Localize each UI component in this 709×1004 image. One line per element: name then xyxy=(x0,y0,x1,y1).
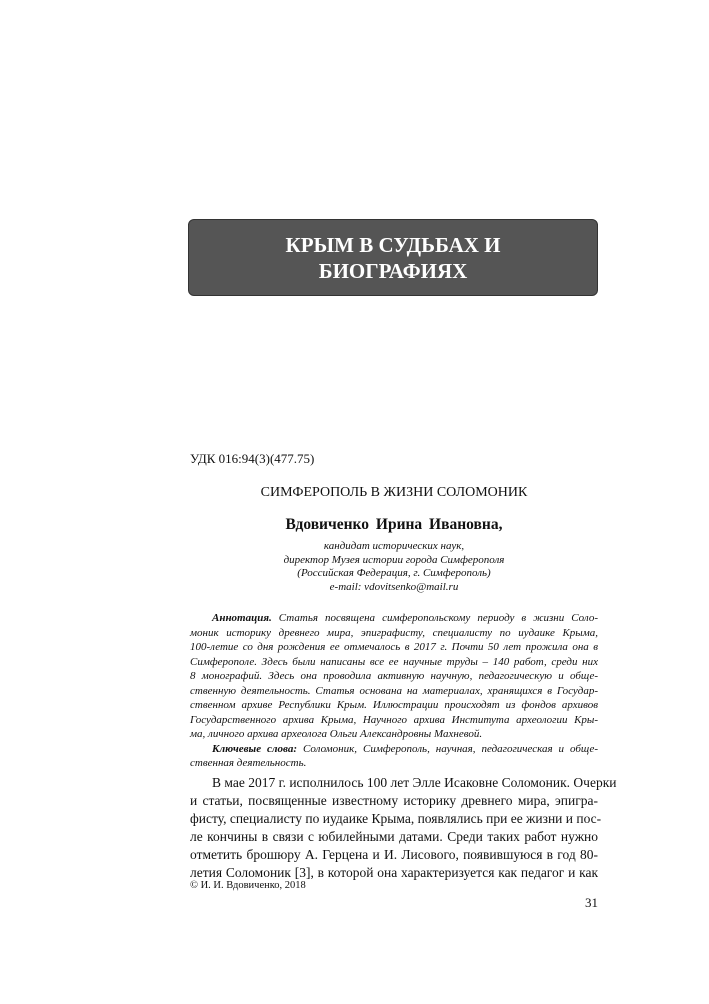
section-banner xyxy=(188,219,598,296)
abstract-line: ма, личного архива археолога Ольги Александровны Махневой. xyxy=(190,728,483,740)
body-line: отметить брошюру А. Герцена и И. Лисового, появившуюся в год 80- xyxy=(190,847,598,862)
abstract-line: 8 монографий. Здесь она проводила активную научную, педагогическую и обще- xyxy=(190,670,598,682)
abstract-line: моник историку древнего мира, эпиграфисту, специалисту по иудаике Крыма, xyxy=(190,626,598,639)
affiliation-degree: кандидат исторических наук, xyxy=(323,540,465,552)
affiliation-email: e-mail: vdovitsenko@mail.ru xyxy=(329,580,459,593)
abstract-line: 100-летие со дня рождения ее отмечалось в 2017 г. Почти 50 лет прожила она в xyxy=(190,641,598,653)
abstract-line: Аннотация. Статья посвящена симферопольскому периоду в жизни Соло- xyxy=(212,612,598,624)
keywords-label: Ключевые слова: xyxy=(212,742,298,755)
keywords-line: ственная деятельность. xyxy=(190,757,307,769)
author-affiliation xyxy=(190,540,598,594)
affiliation-location: (Российская Федерация, г. Симферополь) xyxy=(297,567,491,579)
page-number: 31 xyxy=(585,895,598,910)
copyright-footnote: © И. И. Вдовиченко, 2018 xyxy=(190,880,306,891)
banner-line-1: КРЫМ В СУДЬБАХ И xyxy=(285,233,501,257)
author-name: Вдовиченко Ирина Ивановна, xyxy=(285,516,503,533)
abstract-label: Аннотация. xyxy=(212,612,272,624)
keywords-line: Ключевые слова: Соломоник, Симферополь, научная, педагогическая и обще- xyxy=(212,742,598,755)
body-text xyxy=(190,774,617,882)
article-title: СИМФЕРОПОЛЬ В ЖИЗНИ СОЛОМОНИК xyxy=(260,485,528,500)
body-line: ле кончины в связи с юбилейными датами. Среди таких работ нужно xyxy=(190,829,598,844)
body-line: В мае 2017 г. исполнилось 100 лет Элле Исаковне Соломоник. Очерки xyxy=(212,775,617,790)
abstract-line: ственную деятельность. Статья основана на материалах, хранящихся в Государ- xyxy=(190,684,598,697)
body-line: летия Соломоник [3], в которой она характеризуется как педагог и как xyxy=(190,865,598,880)
body-line: фисту, специалисту по иудаике Крыма, появлялись при ее жизни и пос- xyxy=(190,811,602,826)
abstract xyxy=(190,611,598,771)
affiliation-position: директор Музея истории города Симферополя xyxy=(283,553,505,566)
abstract-line: Симферополе. Здесь были написаны все ее научные труды – 140 работ, среди них xyxy=(190,655,598,668)
body-line: и статьи, посвященные известному историку древнего мира, эпигра- xyxy=(190,793,598,808)
udk-code: УДК 016:94(3)(477.75) xyxy=(190,451,315,466)
banner-line-2: БИОГРАФИЯХ xyxy=(318,259,468,283)
abstract-line: Государственного архива Крыма, Научного архива Института археологии Кры- xyxy=(190,713,598,726)
abstract-line: ственном архиве Республики Крым. Иллюстрации происходят из фондов архивов xyxy=(190,699,598,711)
